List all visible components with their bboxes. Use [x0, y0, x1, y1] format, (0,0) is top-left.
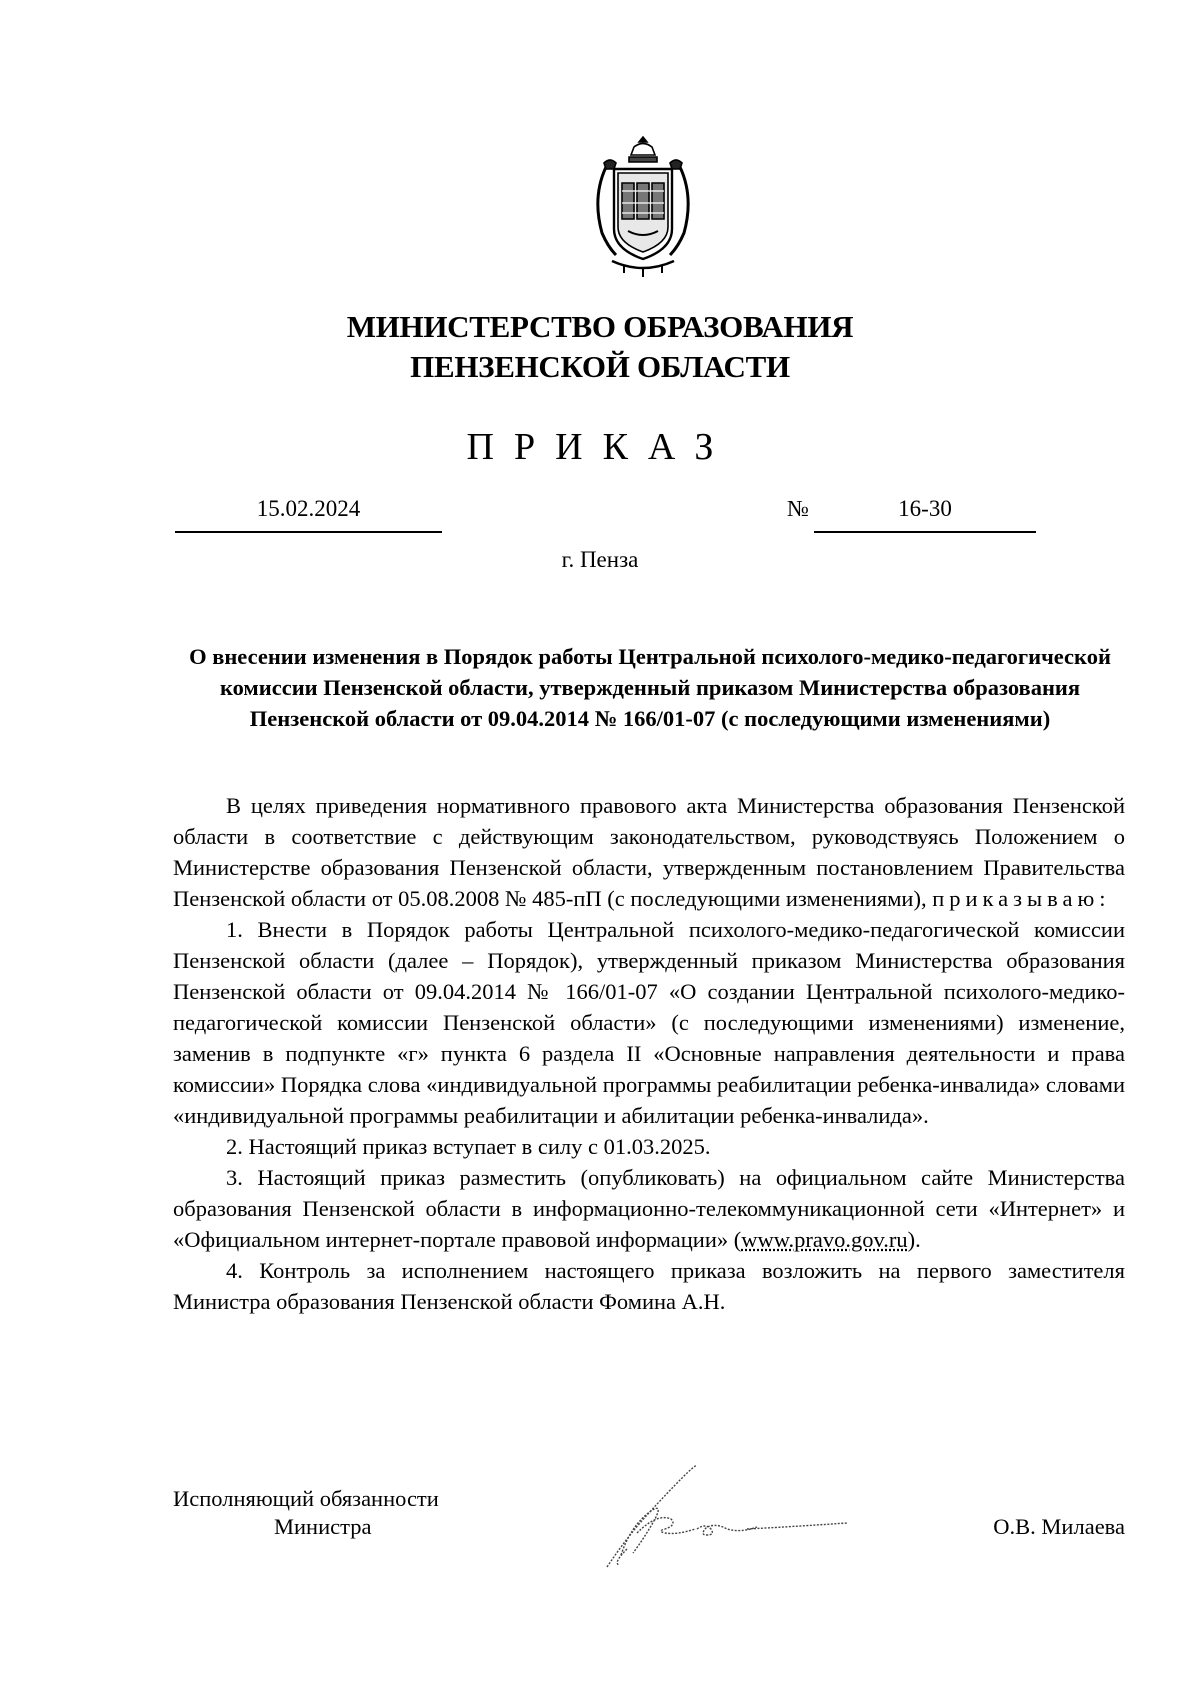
preamble-paragraph: [173, 790, 1125, 914]
number-underline: [814, 531, 1036, 533]
order-date: 15.02.2024: [256, 496, 361, 521]
city: г. Пенза: [561, 547, 639, 572]
ministry-name-line-2: ПЕНЗЕНСКОЙ ОБЛАСТИ: [410, 349, 790, 384]
preamble-text: В целях приведения нормативного правового акта Министерства образования Пензенской области в соответствие с действующим законодательством, руководствуясь Положением о Министерстве образования Пензенской области, утвержденным постановлением Правительства Пензенской области от 05.08.2008 № 485-пП (с последующими изменениями),: [173, 793, 1125, 911]
item-1-paragraph: 1. Внести в Порядок работы Центральной психолого-медико-педагогической комиссии Пензенской области (далее – Порядок), утвержденный приказом Министерства образования Пензенской области от 09.04.2014 № 166/01-07 «О создании Центральной психолого-медико-педагогической комиссии Пензенской области» (с последующими изменениями) изменение, заменив в подпункте «г» пункта 6 раздела II «Основные направления деятельности и права комиссии» Порядка слова «индивидуальной программы реабилитации ребенка-инвалида» словами «индивидуальной программы реабилитации и абилитации ребенка-инвалида».: [173, 917, 1125, 1128]
document-type-title: ПРИКАЗ: [466, 426, 734, 468]
order-word: приказываю:: [932, 886, 1111, 911]
date-underline: [175, 531, 442, 533]
ministry-name-line-1: МИНИСТЕРСТВО ОБРАЗОВАНИЯ: [346, 309, 854, 344]
order-body: [173, 790, 1125, 1317]
signer-name: О.В. Милаева: [993, 1514, 1125, 1539]
signer-title-line-1: Исполняющий обязанности: [173, 1486, 439, 1511]
number-sign: №: [787, 496, 809, 521]
item-3-text: 3. Настоящий приказ разместить (опубликовать) на официальном сайте Министерства образования Пензенской области в информационно-телекоммуникационной сети «Интернет» и «Официальном интернет-портале правовой информации» (: [173, 1165, 1125, 1252]
handwritten-signature: [597, 1459, 857, 1575]
order-number: 16-30: [898, 496, 952, 521]
coat-of-arms-emblem: [584, 133, 702, 281]
pravo-gov-link[interactable]: www.pravo.gov.ru: [741, 1227, 908, 1252]
order-subject: О внесении изменения в Порядок работы Центральной психолого-медико-педагогической комиссии Пензенской области, утвержденный приказом Министерства образования Пензенской области от 09.04.2014 № 166/01-07 (с последующими изменениями): [189, 644, 1111, 731]
item-3-end: ).: [907, 1227, 921, 1252]
item-3-paragraph: [173, 1162, 1125, 1255]
signer-title-line-2: Министра: [274, 1514, 372, 1539]
item-4-paragraph: 4. Контроль за исполнением настоящего приказа возложить на первого заместителя Министра образования Пензенской области Фомина А.Н.: [173, 1258, 1125, 1314]
item-2-paragraph: 2. Настоящий приказ вступает в силу с 01.03.2025.: [226, 1134, 711, 1159]
